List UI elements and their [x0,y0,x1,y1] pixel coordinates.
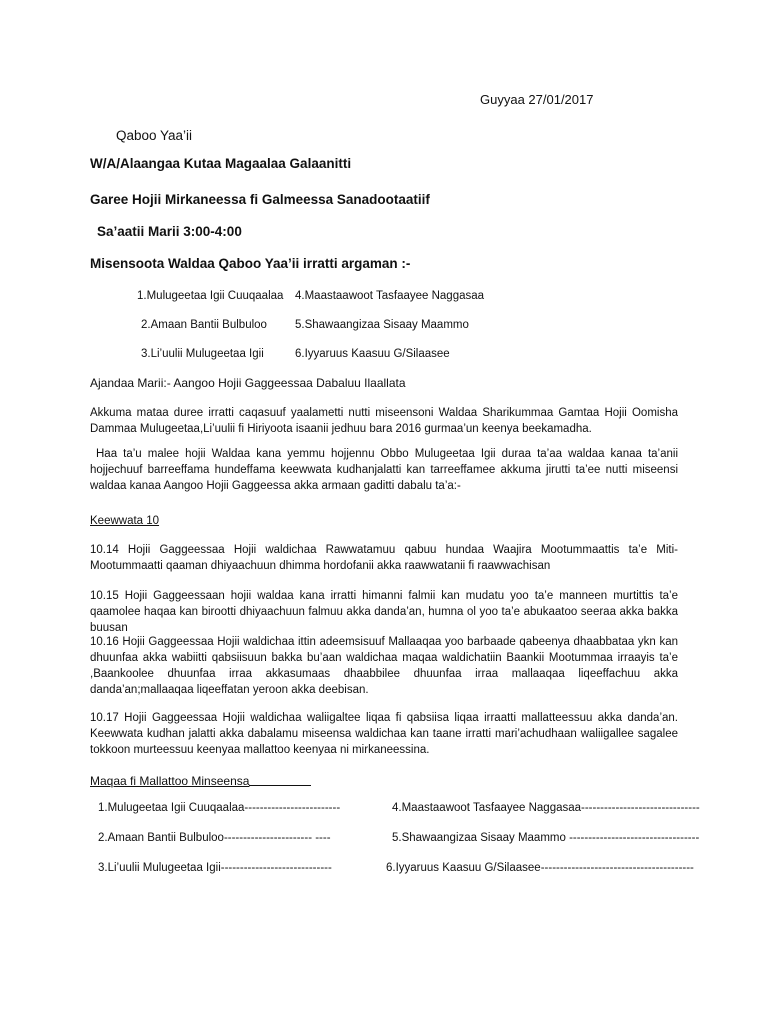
member-5: 5.Shawaangizaa Sisaay Maammo [295,319,469,331]
member-6: 6.Iyyaruus Kaasuu G/Silaasee [295,348,450,360]
signature-line-4: 4.Maastaawoot Tasfaayee Naggasaa------------------------------- [392,802,700,814]
meeting-time: Sa’aatii Marii 3:00-4:00 [97,224,242,239]
keewwata-heading: Keewwata 10 [90,515,160,527]
member-3: 3.Li’uulii Mulugeetaa Igii [141,348,264,360]
attendees-heading: Misensoota Waldaa Qaboo Yaa’ii irratti argaman :- [90,256,411,271]
signature-line-1: 1.Mulugeetaa Igii Cuuqaalaa------------------------- [98,802,341,814]
article-10-16: 10.16 Hojii Gaggeessaa Hojii waldichaa ittin adeemsisuuf Mallaaqaa yoo barbaade qabeenya dhaabbataa ykn kan dhuunfaa akka wabiitti qabsiisuun bakka bu’aan waldichaa maqaa waldichatiin Baankii Mootummaa irraayis ta’e ,Baankoolee dhuunfaa irraa akkasumaas dhaabbilee dhuunfaa irraa mallaaqaa liqeeffachuu akka danda’an;mallaaqaa liqeeffatan yeroon akka deebisan. [90,636,678,696]
agenda-line: Ajandaa Marii:- Aangoo Hojii Gaggeessaa Dabaluu Ilaallata [90,376,406,390]
group-heading: Garee Hojii Mirkaneessa fi Galmeessa Sanadootaatiif [90,192,430,207]
office-heading: W/A/Alaangaa Kutaa Magaalaa Galaanitti [90,156,352,171]
intro-paragraph: Akkuma mataa duree irratti caqasuuf yaalametti nutti miseensoni Waldaa Sharikummaa Gamtaa Hojii Oomisha Dammaa Mulugeetaa,Li’uulii fi Hiriyoota isaanii jedhuu bara 2016 gurmaa’un keenya beekamadha. [90,407,678,435]
document-date: Guyyaa 27/01/2017 [480,92,594,107]
member-4: 4.Maastaawoot Tasfaayee Naggasaa [295,290,485,302]
signature-line-3: 3.Li’uulii Mulugeetaa Igii----------------------------- [98,862,332,874]
signatures-heading [90,774,311,788]
resolution-paragraph: Haa ta’u malee hojii Waldaa kana yemmu hojjennu Obbo Mulugeetaa Igii duraa ta’aa waldaa kanaa ta’anii hojjechuuf barreeffama hundeffama keewwata kudhanjalatti kan tarreeffamee akkuma jirutti ta’ee nutti miseensi waldaa kanaa Aangoo Hojii Gaggeessa akka armaan gaditti dabalu ta’a:- [90,448,678,492]
signature-line-2: 2.Amaan Bantii Bulbuloo----------------------- ---- [98,832,331,844]
meeting-place: Qaboo Yaa’ii [116,128,193,143]
article-10-15: 10.15 Hojii Gaggeessaan hojii waldaa kana irratti himanni falmii kan mudatu yoo ta’e manneen murtittis ta’e qaamolee haqaa kan birootti dhiyaachuun falmuu akka danda’an, humna ol yoo ta’e abukaatoo seeraa akka bakka buusan [90,590,678,634]
article-10-17: 10.17 Hojii Gaggeessaa Hojii waldichaa waliigaltee liqaa fi qabsiisa liqaa irraatti mallatteessuu akka danda’an. Keewwata kudhan jalatti akka dabalamu miseensa waldichaa kan taane irratti mari’achudhaan waliigallee sagalee tokkoon murteessuu keenyaa mallattoo keenyaa ni mirkaneessina. [90,712,678,756]
member-2: 2.Amaan Bantii Bulbuloo [141,319,267,331]
signatures-heading-underline [249,785,311,786]
signatures-heading-text: Maqaa fi Mallattoo Minseensa [90,774,250,788]
signature-line-5: 5.Shawaangizaa Sisaay Maammo ---------------------------------- [392,832,700,844]
article-10-14: 10.14 Hojii Gaggeessaa Hojii waldichaa Rawwatamuu qabuu hundaa Waajira Mootummaattis ta’e Miti-Mootummaatti qaaman dhiyaachuun dhimma hordofanii akka raawwatanii fi raawwachisan [90,544,678,572]
signature-line-6: 6.Iyyaruus Kaasuu G/Silaasee---------------------------------------- [386,862,694,874]
member-1: 1.Mulugeetaa Igii Cuuqaalaa [137,290,284,302]
